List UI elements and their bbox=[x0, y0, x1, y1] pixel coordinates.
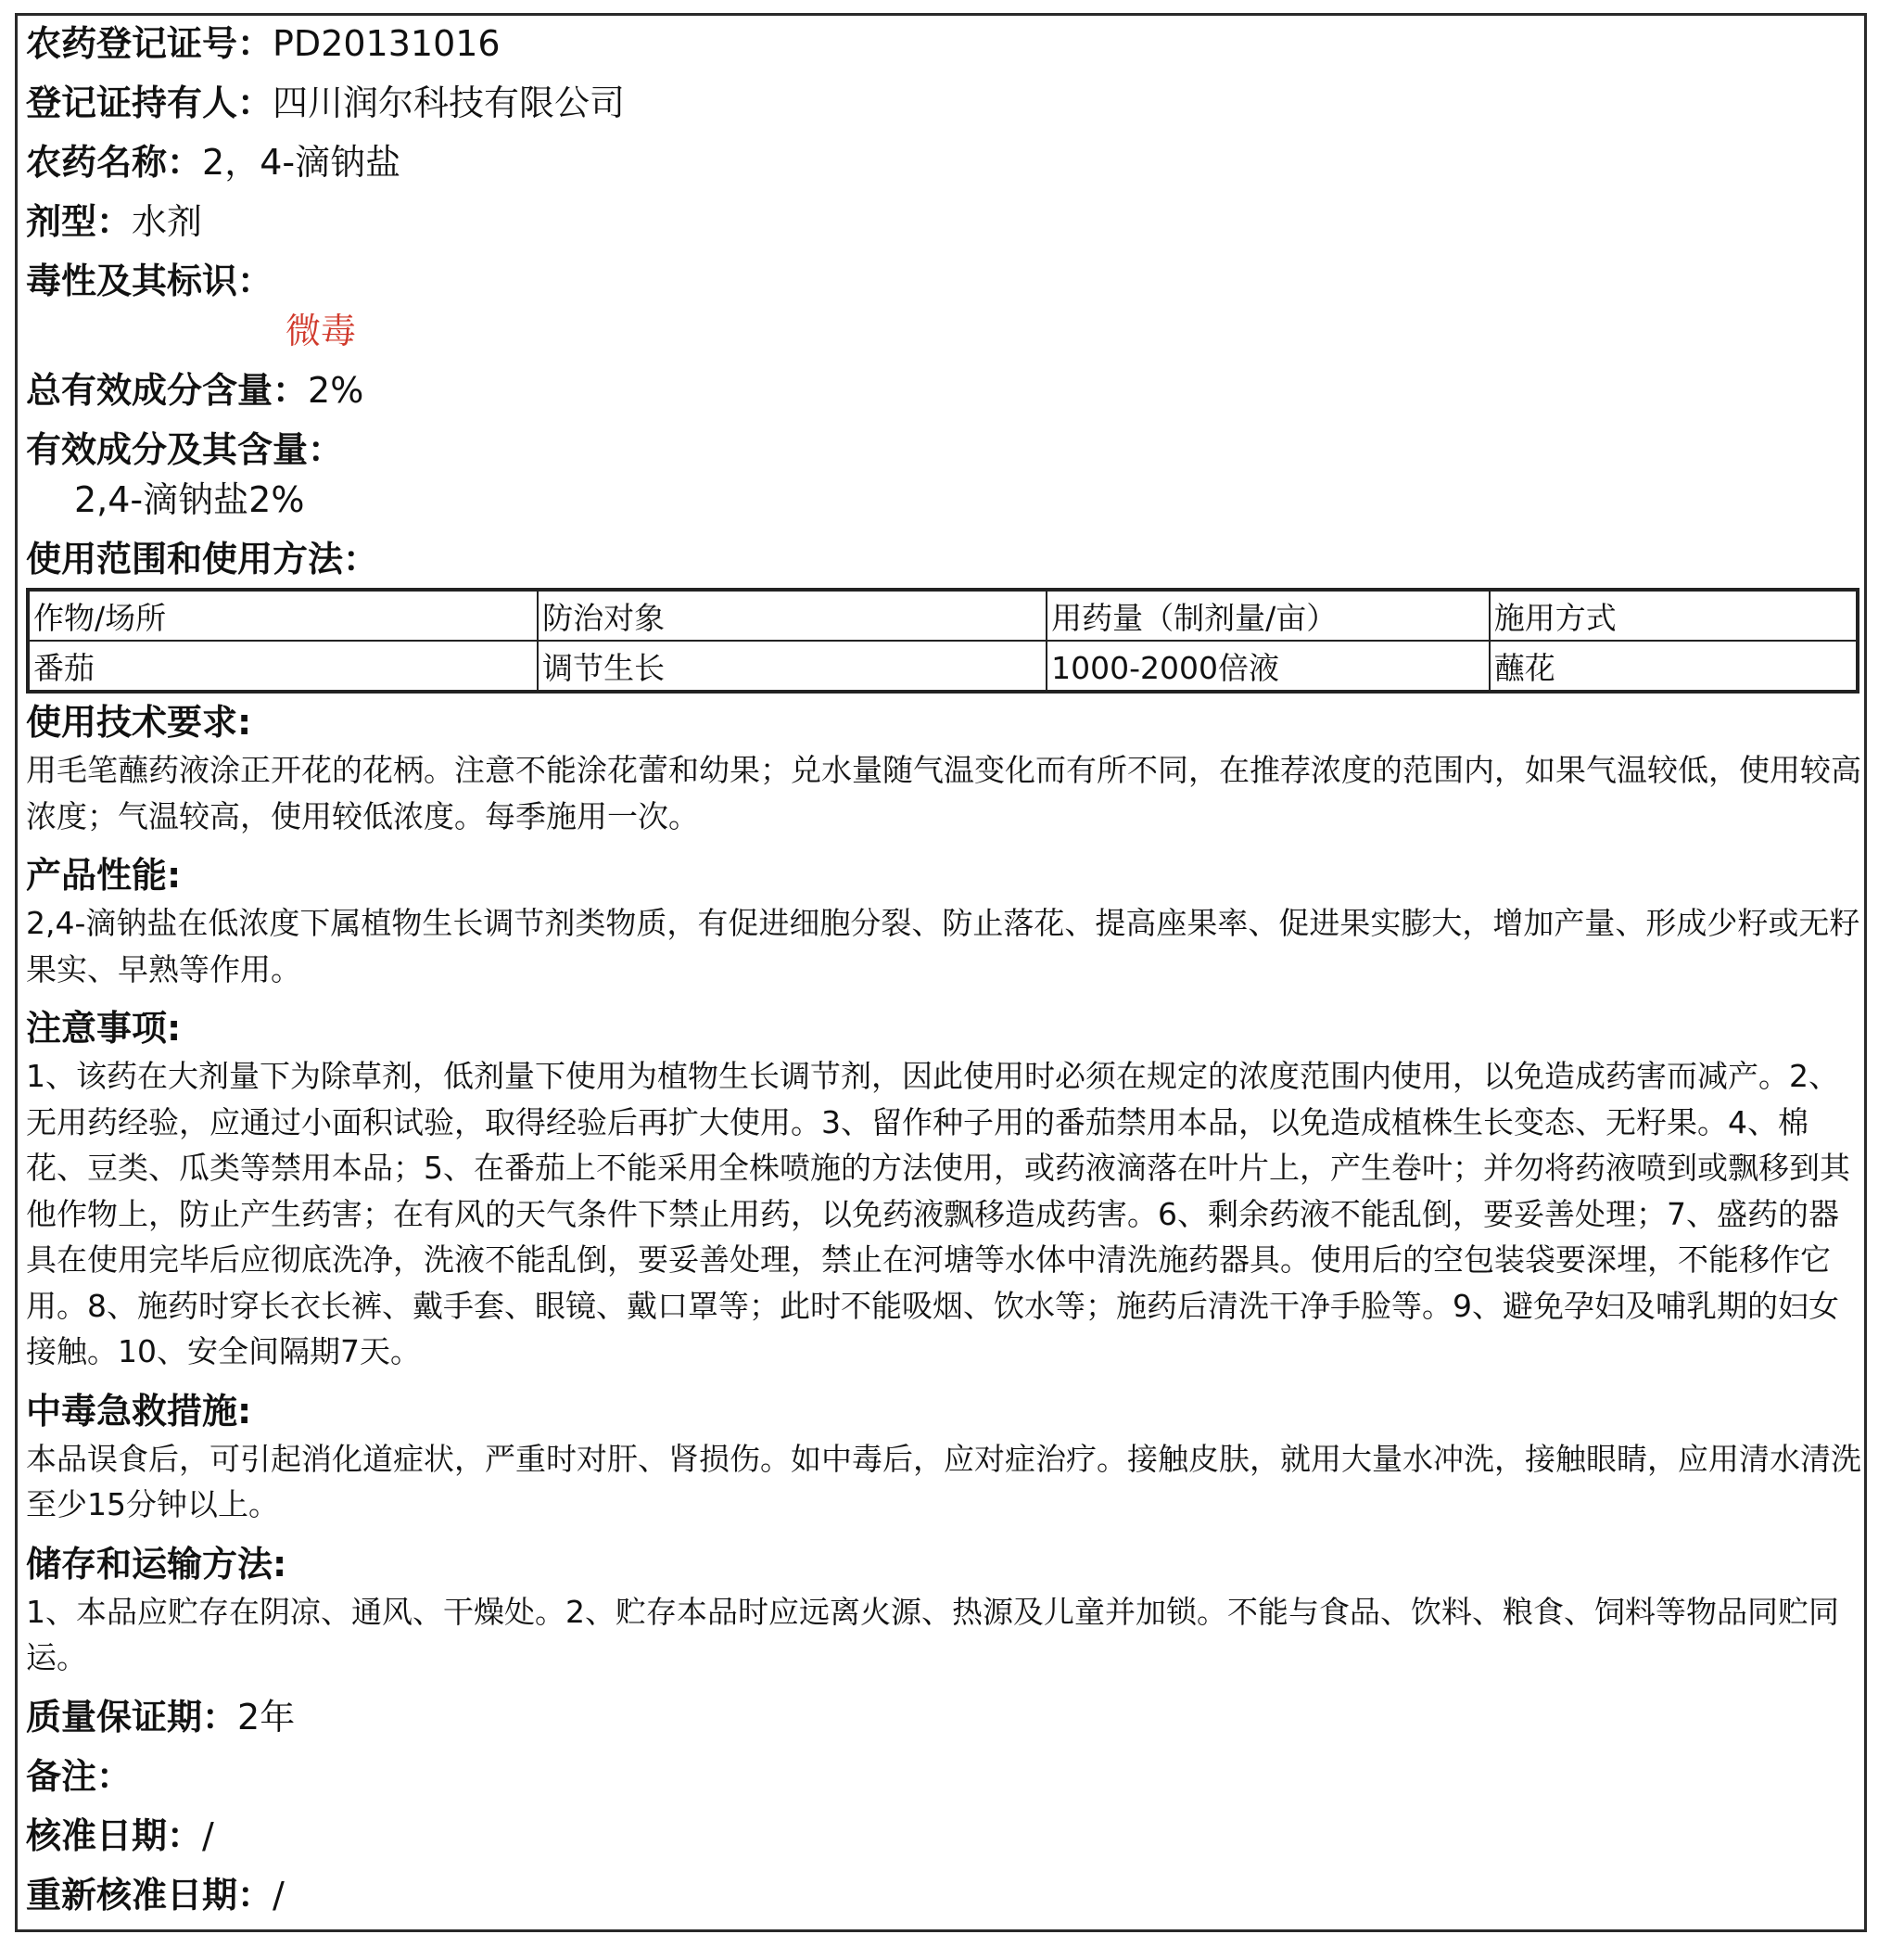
pesticide-name-row bbox=[26, 139, 1861, 185]
total-content-value: 2% bbox=[308, 370, 364, 411]
remarks-label: 备注： bbox=[26, 1755, 133, 1797]
shelf-life-label: 质量保证期： bbox=[26, 1696, 238, 1737]
table-row bbox=[28, 641, 1858, 692]
registration-no-value: PD20131016 bbox=[273, 23, 501, 64]
usage-table-header bbox=[28, 590, 1858, 641]
active-ingredients-value: 2,4-滴钠盐2% bbox=[74, 479, 305, 520]
first-aid-title: 中毒急救措施: bbox=[26, 1390, 252, 1432]
shelf-life-row bbox=[26, 1694, 1861, 1740]
approval-date-label: 核准日期： bbox=[26, 1814, 203, 1856]
pesticide-name-value: 2，4-滴钠盐 bbox=[202, 142, 401, 183]
toxicity-row bbox=[26, 258, 1861, 304]
usage-header-method: 施用方式 bbox=[1490, 590, 1858, 641]
formulation-label: 剂型： bbox=[26, 201, 133, 242]
active-ingredients-label: 有效成分及其含量： bbox=[26, 429, 344, 470]
total-content-label: 总有效成分含量： bbox=[26, 370, 309, 411]
toxicity-label: 毒性及其标识： bbox=[26, 261, 273, 301]
technical-requirements-title: 使用技术要求: bbox=[26, 702, 252, 743]
usage-row bbox=[26, 536, 1861, 582]
usage-header-crop: 作物/场所 bbox=[28, 590, 538, 641]
usage-label: 使用范围和使用方法： bbox=[26, 539, 379, 579]
approval-date-value: / bbox=[202, 1814, 214, 1856]
usage-table bbox=[26, 588, 1859, 694]
reapproval-date-value: / bbox=[273, 1874, 285, 1915]
first-aid-text: 本品误食后，可引起消化道症状，严重时对肝、肾损伤。如中毒后，应对症治疗。接触皮肤，就用大量水冲洗，接触眼睛，应用清水清洗至少15分钟以上。 bbox=[26, 1440, 1861, 1522]
performance-text: 2,4-滴钠盐在低浓度下属植物生长调节剂类物质，有促进细胞分裂、防止落花、提高座果率、促进果实膨大，增加产量、形成少籽或无籽果实、早熟等作用。 bbox=[26, 905, 1860, 987]
total-content-row bbox=[26, 367, 1861, 414]
pesticide-name-label: 农药名称： bbox=[26, 142, 203, 183]
storage-title: 储存和运输方法: bbox=[26, 1543, 287, 1585]
active-ingredients-row bbox=[26, 426, 1861, 473]
usage-cell-target: 调节生长 bbox=[538, 641, 1047, 692]
shelf-life-value: 2年 bbox=[237, 1696, 296, 1737]
document-content bbox=[26, 20, 1861, 1918]
reapproval-date-label: 重新核准日期： bbox=[26, 1874, 273, 1915]
remarks-row bbox=[26, 1753, 1861, 1800]
precautions-title: 注意事项: bbox=[26, 1008, 182, 1049]
toxicity-value: 微毒 bbox=[286, 311, 357, 351]
usage-header-target: 防治对象 bbox=[538, 590, 1047, 641]
holder-label: 登记证持有人： bbox=[26, 83, 273, 123]
formulation-value: 水剂 bbox=[132, 201, 203, 242]
usage-cell-method: 蘸花 bbox=[1490, 641, 1858, 692]
formulation-row bbox=[26, 198, 1861, 245]
usage-header-dosage: 用药量（制剂量/亩） bbox=[1047, 590, 1490, 641]
reapproval-date-row bbox=[26, 1872, 1861, 1918]
registration-no-row bbox=[26, 20, 1861, 67]
performance-title: 产品性能: bbox=[26, 855, 182, 896]
precautions-text: 1、该药在大剂量下为除草剂，低剂量下使用为植物生长调节剂，因此使用时必须在规定的浓度范围内使用，以免造成药害而减产。2、无用药经验，应通过小面积试验，取得经验后再扩大使用。3、留作种子用的番茄禁用本品，以免造成植株生长变态、无籽果。4、棉花、豆类、瓜类等禁用本品；5、在番茄上不能采用全株喷施的方法使用，或药液滴落在叶片上，产生卷叶；并勿将药液喷到或飘移到其他作物上，防止产生药害；在有风的天气条件下禁止用药，以免药液飘移造成药害。6、剩余药液不能乱倒，要妥善处理；7、盛药的器具在使用完毕后应彻底洗净，洗液不能乱倒，要妥善处理，禁止在河塘等水体中清洗施药器具。使用后的空包装袋要深埋，不能移作它用。8、施药时穿长衣长裤、戴手套、眼镜、戴口罩等；此时不能吸烟、饮水等；施药后清洗干净手脸等。9、避免孕妇及哺乳期的妇女接触。10、安全间隔期7天。 bbox=[26, 1058, 1850, 1369]
holder-value: 四川润尔科技有限公司 bbox=[273, 83, 626, 123]
registration-no-label: 农药登记证号： bbox=[26, 23, 273, 64]
usage-cell-dosage: 1000-2000倍液 bbox=[1047, 641, 1490, 692]
approval-date-row bbox=[26, 1813, 1861, 1859]
storage-text: 1、本品应贮存在阴凉、通风、干燥处。2、贮存本品时应远离火源、热源及儿童并加锁。不能与食品、饮料、粮食、饲料等物品同贮同运。 bbox=[26, 1593, 1839, 1675]
holder-row bbox=[26, 80, 1861, 126]
technical-requirements-text: 用毛笔蘸药液涂正开花的花柄。注意不能涂花蕾和幼果；兑水量随气温变化而有所不同，在推荐浓度的范围内，如果气温较低，使用较高浓度；气温较高，使用较低浓度。每季施用一次。 bbox=[26, 752, 1861, 834]
usage-cell-crop: 番茄 bbox=[28, 641, 538, 692]
